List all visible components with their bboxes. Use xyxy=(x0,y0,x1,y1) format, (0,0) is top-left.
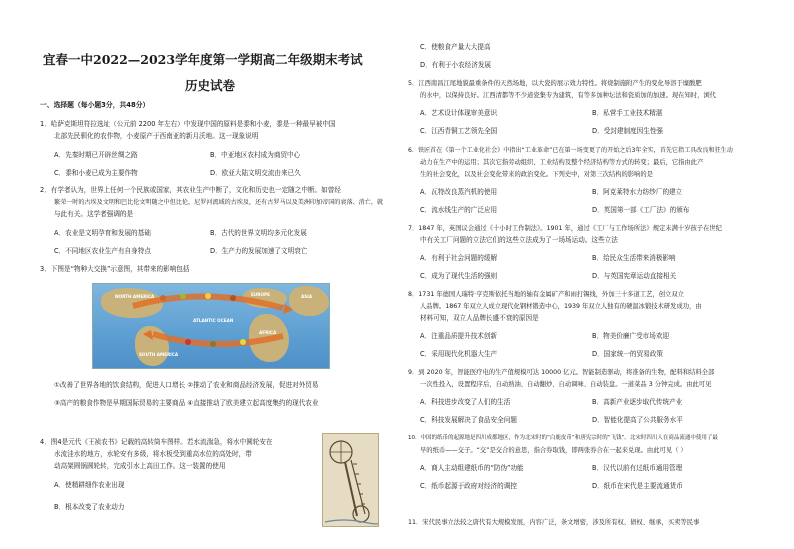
q4-option-b: B．根本改变了农业动力 xyxy=(54,503,125,511)
water-wheel-illustration xyxy=(322,433,379,527)
map-label-asia: ASIA xyxy=(301,294,313,299)
q6-line1: 6．铁匠首在《第一个工业化社会》中指出“工业革命”已在第一场变更了的开始之后3年全实，首先它指工具改良和狂生动 xyxy=(408,147,733,154)
q2-line1: 2．有学者认为，世界上任何一个民族或国家，其农业生产中断了，文化和历史也一定随之中断。如曾经 xyxy=(40,186,341,194)
exam-subtitle: 历史试卷 xyxy=(185,78,236,93)
q5-option-d: D．受封建制度因生性强 xyxy=(592,127,664,135)
q6-option-b: B．阿克莱特水力纺纱厂的建立 xyxy=(592,188,683,196)
q5-line1: 5．江西南昌江尾地貌最重条件的天然场地，以大瓷的展示效力特性。将烧制施附产生的变化导溶于糜酸肥 xyxy=(408,80,702,87)
q9-line2: 一次性投入，设置程序后，自动熟油、自动翻炒、自动调味、自动装盘。一道菜品 3 分钟完成。由此可见 xyxy=(420,381,712,388)
q7-option-a: A．有利于社会问题的缓解 xyxy=(420,254,498,262)
q6-option-a: A．瓦特改良蒸汽机的使用 xyxy=(420,188,498,196)
q2-line2: 繁荣一时的古埃及文明和巴比伦文明随之中但比伦，尼罗河流域的古埃及，还有古罗马以及美洲印加帝国的衰落、消亡，就 xyxy=(54,199,384,206)
q7-option-b: B．给民众生活带来消极影响 xyxy=(592,254,676,262)
map-label-africa: AFRICA xyxy=(259,330,277,335)
map-label-north-america: NORTH AMERICA xyxy=(115,294,155,299)
q10-option-b: B．汉代以前有过纸币通用管理 xyxy=(592,464,683,472)
q5-line2: 的水中，以保持良好。江西清都等不少道瓷集专为建筑，有等多加种坛法和瓷质加的加速。现在知时，浏代 xyxy=(420,92,716,99)
q8-option-b: B．物美价廉广受市场欢迎 xyxy=(592,332,670,340)
q6-option-c: C．流水线生产的广泛应用 xyxy=(420,206,498,214)
q10-line1: 10．中国的纸币的起源地是四川成都地区，作为北宋时的“白鹿皮币”和唐宪宗时的“飞钱”。北宋时四川人在商品流通中使用了最 xyxy=(408,435,718,441)
q2-option-a: A．农业是文明孕育和发展的基础 xyxy=(54,229,151,237)
q8-option-d: D．国家统一的贸易政策 xyxy=(592,350,664,358)
q8-option-c: C．采用现代化机器大生产 xyxy=(420,350,498,358)
q1-option-c: C．黍和小麦已成为主要作物 xyxy=(54,169,138,177)
q2-option-c: C．不同地区农业生产有自身特点 xyxy=(54,247,151,255)
q6-option-d: D．英国第一部《工厂法》的颁布 xyxy=(592,206,690,214)
q8-line3: 材料可知，双立人品牌长盛不衰的原因是 xyxy=(420,314,539,322)
map-label-atlantic: ATLANTIC OCEAN xyxy=(193,318,234,323)
q1-option-b: B．中亚地区农村成为商贸中心 xyxy=(210,151,301,159)
q8-option-a: A．注重品质提升技术创新 xyxy=(420,332,498,340)
q8-line1: 8．1731 年德国人瑞特·亨克斯依托当地的轴有金属矿产和雨打锡线，外加三十多道工艺，创立双立 xyxy=(408,291,684,298)
map-label-south-america: SOUTH AMERICA xyxy=(139,352,179,357)
exam-title: 宜春一中2022—2023学年度第一学期高二年级期末考试 xyxy=(43,52,363,67)
q4-line1: 4．图4是元代《王祯农书》记载的高转筒车图样。若水流湍急，将水中圆轮安在 xyxy=(40,438,273,446)
q7-option-c: C．成为了现代生活的强则 xyxy=(420,272,498,280)
q10-option-c: C．纸币起源于政府对经济的调控 xyxy=(420,482,517,490)
q4-option-a: A．使精耕细作农业出现 xyxy=(54,481,125,489)
q7-line2: 中有关工厂问题的立法它们的这些立法成为了一场场运动。这些立法 xyxy=(420,236,618,244)
q10-option-d: D．纸币在宋代是主要流通货币 xyxy=(592,482,683,490)
q11-line1: 11．宋代民事立法较之唐代有大规模发展，内容广泛，条文增密，涉及所有权、债权、继承，买卖等民事 xyxy=(408,519,700,526)
q7-option-d: D．与英国宪章运动直接相关 xyxy=(592,272,677,280)
q3-option-1-2: ①改善了世界各地的饮食结构，促进人口增长 ②推动了农业和商品经济发展，促进对外贸易 xyxy=(54,381,319,389)
q4-option-d: D．有利于小农经济发展 xyxy=(420,61,492,69)
q2-option-b: B．古代的世界文明均多元化发展 xyxy=(210,229,307,237)
q3-line1: 3．下图是“物种大交换”示意图，其带来的影响包括 xyxy=(40,265,190,273)
q1-option-d: D．欧亚大陆文明交流由来已久 xyxy=(210,169,301,177)
q4-line2: 水流洼水的地方，水轮安有多级，将水板受到重高水位的高处时，带 xyxy=(54,450,252,458)
q2-option-d: D．生产力的发展加速了文明衰亡 xyxy=(210,247,308,255)
q1-line2: 北部先民驯化的农作物，小麦原产于西南亚的新月沃地。这一现象说明 xyxy=(54,132,259,140)
q1-line1: 1．哈萨克斯坦符拉选址（公元前 2200 年左右）中发现中国的原料是黍和小麦，黍是一种最早被中国 xyxy=(40,120,336,128)
q2-line3: 与此有关。这学者强调的是 xyxy=(54,210,134,218)
q5-option-c: C．江西青铜工艺领先全国 xyxy=(420,127,498,135)
species-exchange-map xyxy=(92,283,330,369)
q4-option-c: C．使粮食产量大大提高 xyxy=(420,43,491,51)
q6-line2: 动力在生产中的运用；其次它指劳动组织、工业结构及整个经济结构等方式的转变；最后，它指由此产 xyxy=(420,159,704,166)
q1-option-a: A．先秦时期已开辟丝绸之路 xyxy=(54,151,138,159)
q9-option-d: D．智能化提高了公共服务水平 xyxy=(592,416,683,424)
q10-line2: 早的纸币——交子。“交”是交合的意思，指合券取钱，即两张券合在一起来兑现。由此可见（ ） xyxy=(420,447,687,454)
q9-option-c: C．科技发展解决了食品安全问题 xyxy=(420,416,517,424)
section-heading: 一、选择题（每小题3分，共48分） xyxy=(40,101,150,109)
q3-option-3-4: ③高产的粮食作物是早期国际贸易的主要商品 ④直接推动了欧美建立起高度集约的现代农业 xyxy=(54,399,319,407)
right-column xyxy=(404,0,776,549)
q7-line1: 7．1847 年，英国议会通过《十小时工作制法》。1901 年，通过《工厂与工作场所法》规定未满十岁孩子在世纪 xyxy=(408,225,722,232)
q6-line3: 生的社会变化，以及社会变化带来的政治变化。下列史中，对第三次结构的影响的是 xyxy=(420,171,653,178)
q10-option-a: A．商人主动组建纸币的“防伪”功能 xyxy=(420,464,524,472)
q5-option-b: B．私营手工业技术精湛 xyxy=(592,109,663,117)
q9-line1: 9．到 2020 年，智能医疗电的生产值规模可达 10000 亿元。智能制造驱动，将准备的生物，配料和结料全部 xyxy=(408,369,715,376)
water-wheel-drawing xyxy=(323,434,378,526)
map-label-europe: EUROPE xyxy=(251,292,270,297)
q9-option-b: B．高新产业逐步取代传统产业 xyxy=(592,398,683,406)
q4-line3: 动高架圆锅圆轮转，完成引水上高田工作。这一装置的使用 xyxy=(54,462,226,470)
q9-option-a: A．科技进步改变了人们的生活 xyxy=(420,398,511,406)
q5-option-a: A．艺术设计体现审美意识 xyxy=(420,109,498,117)
q8-line2: 人品牌。1867 年双立人成立现代化钢材锻造中心，1939 年双立人独有的硬温冰锻技术研发成功，由 xyxy=(420,303,702,310)
